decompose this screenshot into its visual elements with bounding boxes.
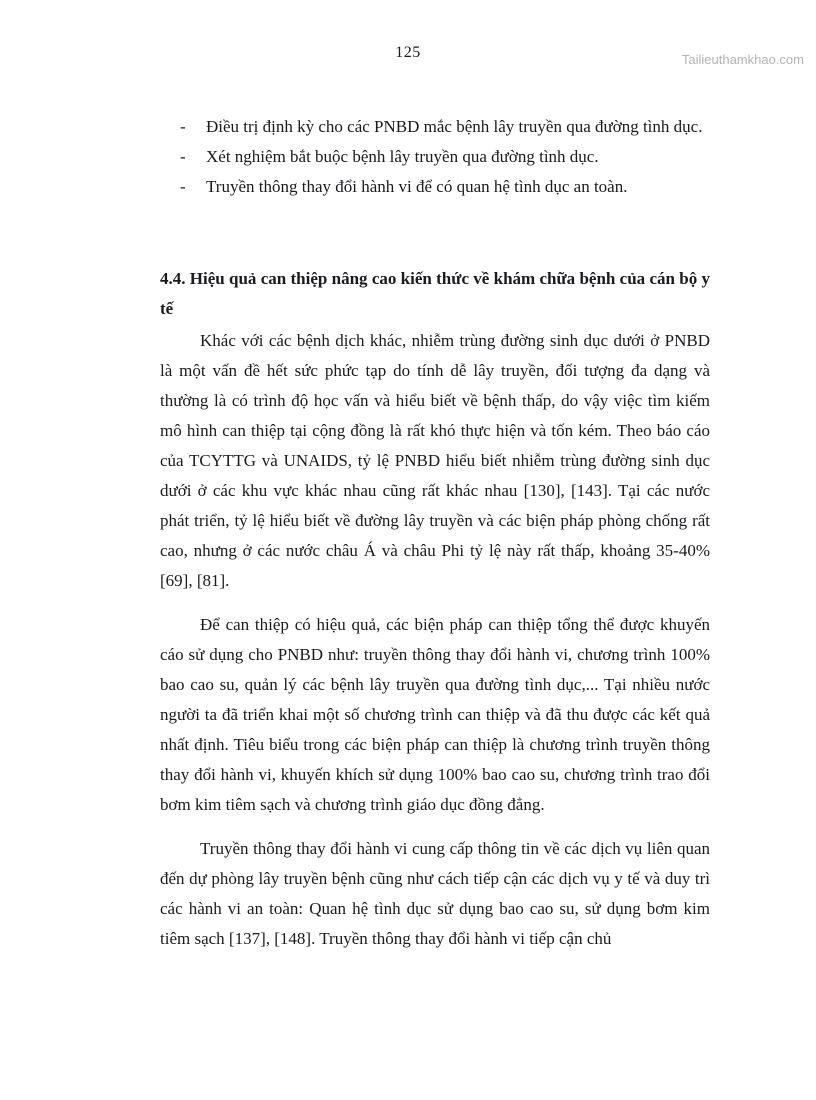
page-number: 125 [395, 44, 421, 61]
watermark-text: Tailieuthamkhao.com [681, 52, 804, 67]
list-item-text: Truyền thông thay đổi hành vi để có quan hệ tình dục an toàn. [206, 177, 628, 196]
paragraph: Để can thiệp có hiệu quả, các biện pháp can thiệp tổng thể được khuyến cáo sử dụng cho PNBD như: truyền thông thay đổi hành vi, chương trình 100% bao cao su, quản lý các bệnh lây truyền qua đường tình dục,... Tại nhiều nước người ta đã triển khai một số chương trình can thiệp và đã thu được các kết quả nhất định. Tiêu biểu trong các biện pháp can thiệp là chương trình truyền thông thay đổi hành vi, khuyến khích sử dụng 100% bao cao su, chương trình trao đổi bơm kim tiêm sạch và chương trình giáo dục đồng đẳng. [160, 615, 710, 814]
list-dash-marker: - [180, 177, 186, 196]
paragraph: Khác với các bệnh dịch khác, nhiễm trùng đường sinh dục dưới ở PNBD là một vấn đề hết sức phức tạp do tính dễ lây truyền, đối tượng đa dạng và thường là có trình độ học vấn và hiểu biết về bệnh thấp, do vậy việc tìm kiếm mô hình can thiệp tại cộng đồng là rất khó thực hiện và tốn kém. Theo báo cáo của TCYTTG và UNAIDS, tỷ lệ PNBD hiểu biết nhiễm trùng đường sinh dục dưới ở các khu vực khác nhau cũng rất khác nhau [130], [143]. Tại các nước phát triển, tỷ lệ hiểu biết về đường lây truyền và các biện pháp phòng chống rất cao, nhưng ở các nước châu Á và châu Phi tỷ lệ này rất thấp, khoảng 35-40% [69], [81]. [160, 331, 710, 590]
list-item [180, 172, 710, 202]
list-item-text: Điều trị định kỳ cho các PNBD mắc bệnh lây truyền qua đường tình dục. [206, 117, 703, 136]
list-dash-marker: - [180, 147, 186, 166]
list-dash-marker: - [180, 117, 186, 136]
paragraph: Truyền thông thay đổi hành vi cung cấp thông tin về các dịch vụ liên quan đến dự phòng lây truyền bệnh cũng như cách tiếp cận các dịch vụ y tế và duy trì các hành vi an toàn: Quan hệ tình dục sử dụng bao cao su, sử dụng bơm kim tiêm sạch [137], [148]. Truyền thông thay đổi hành vi tiếp cận chủ [160, 839, 710, 948]
section-heading: 4.4. Hiệu quả can thiệp nâng cao kiến thức về khám chữa bệnh của cán bộ y tế [160, 269, 710, 318]
bullet-list [160, 112, 710, 202]
document-page [0, 44, 816, 954]
list-item [180, 112, 710, 142]
list-item [180, 142, 710, 172]
list-item-text: Xét nghiệm bắt buộc bệnh lây truyền qua đường tình dục. [206, 147, 599, 166]
page-content [160, 112, 710, 954]
